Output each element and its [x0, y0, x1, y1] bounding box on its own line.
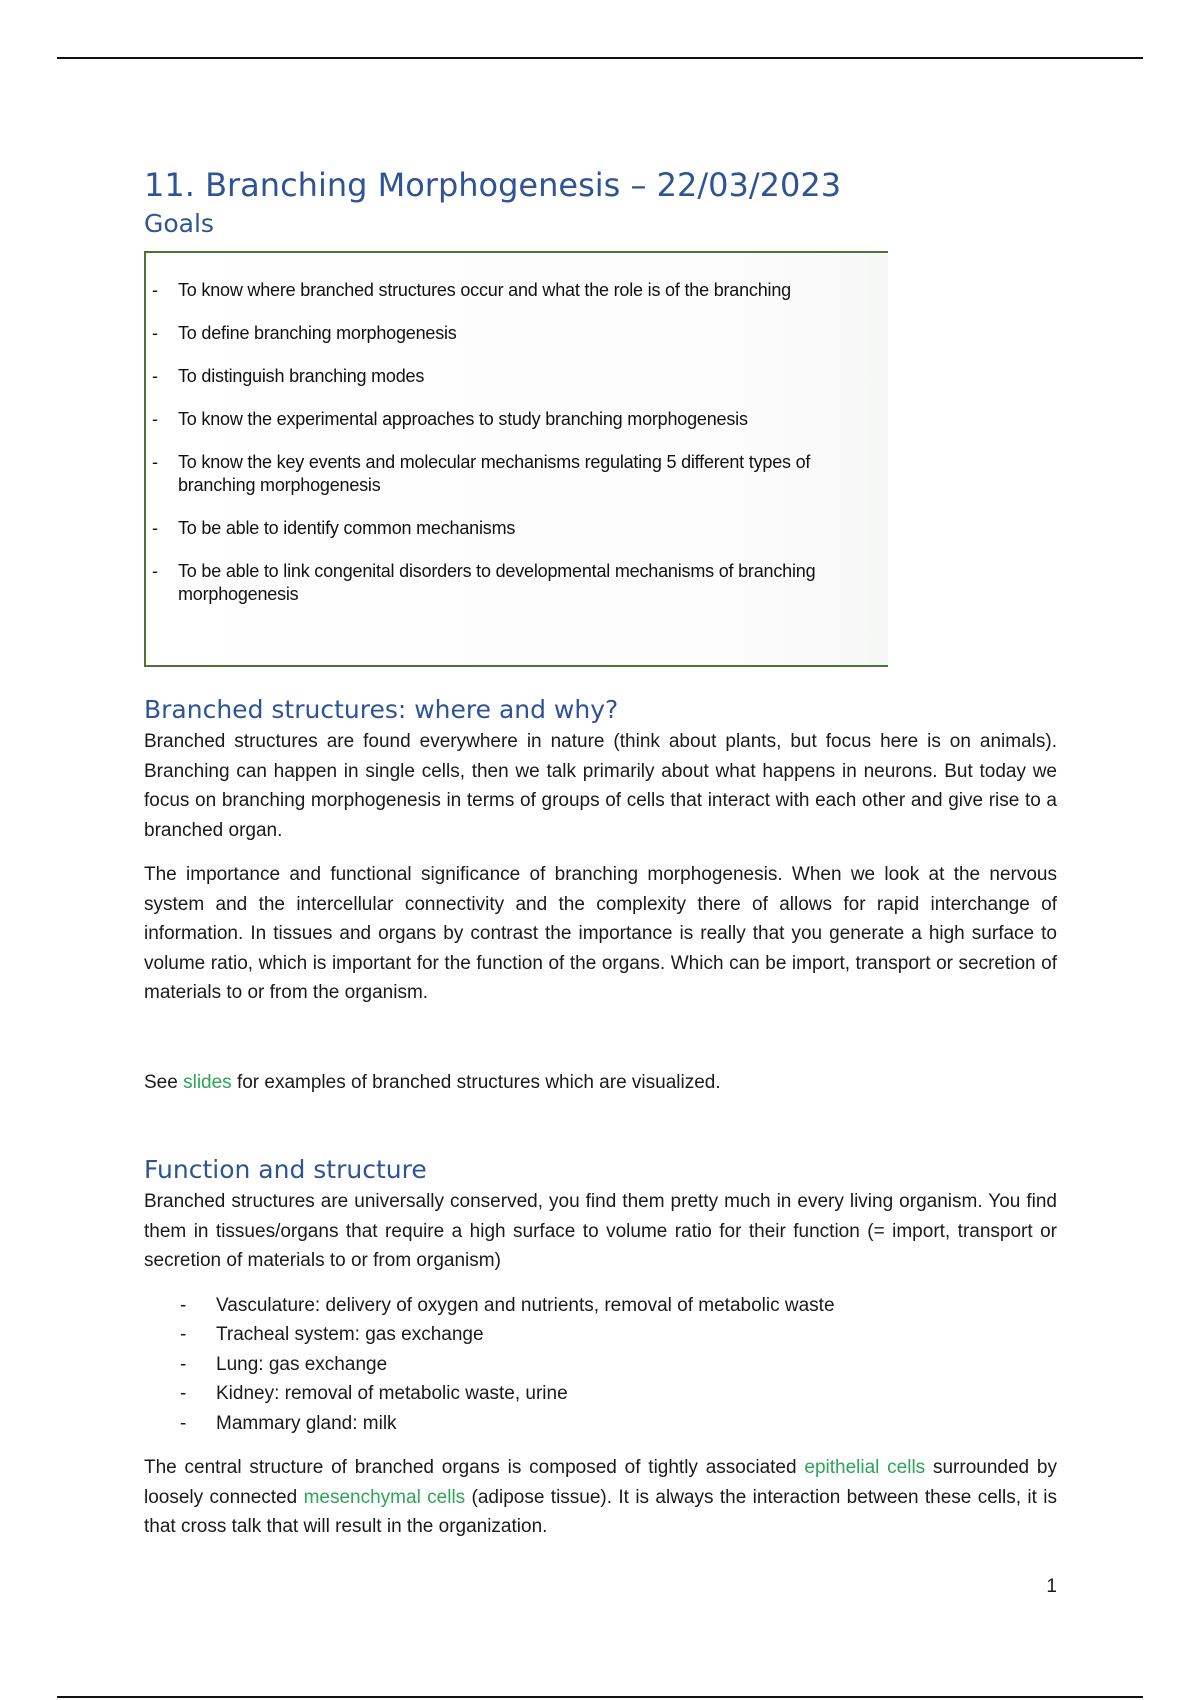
goal-item [152, 451, 868, 497]
dash-bullet: - [152, 366, 158, 386]
page-content [144, 163, 1057, 1542]
goal-item [152, 517, 868, 540]
list-item [180, 1350, 1057, 1380]
page-number: 1 [1046, 1576, 1057, 1597]
dash-bullet: - [180, 1294, 187, 1316]
goals-box [144, 251, 888, 667]
dash-bullet: - [180, 1383, 187, 1404]
goal-item [152, 365, 868, 388]
goal-item [152, 408, 868, 431]
goal-text: To know where branched structures occur and what the role is of the branching [178, 280, 791, 300]
list-item-text: Vasculature: delivery of oxygen and nutrients, removal of metabolic waste [216, 1294, 835, 1316]
text-run: The central structure of branched organs is composed of tightly associated [144, 1457, 805, 1478]
dash-bullet: - [152, 518, 158, 538]
list-item-text: Kidney: removal of metabolic waste, urine [216, 1383, 568, 1404]
goal-text: To be able to link congenital disorders to developmental mechanisms of branching morphogenesis [178, 561, 816, 604]
goal-text: To distinguish branching modes [178, 366, 425, 386]
dash-bullet: - [152, 561, 158, 581]
list-item-text: Tracheal system: gas exchange [216, 1324, 484, 1345]
dash-bullet: - [180, 1353, 187, 1375]
dash-bullet: - [152, 409, 158, 429]
goal-item [152, 560, 868, 606]
text-run: (adipose tissue). It is always the interaction between these cells, it is that cross talk that will result in the organization. [144, 1486, 1057, 1537]
paragraph: Branched structures are universally conserved, you find them pretty much in every living organism. You find them in tissues/organs that require a high surface to volume ratio for their function (= import, transport or secretion of materials to or from organism) [144, 1191, 1057, 1271]
text-run: See [144, 1071, 184, 1093]
slides-reference [144, 1068, 1057, 1098]
dash-bullet: - [180, 1412, 187, 1434]
organ-function-list [144, 1291, 1057, 1439]
goal-text: To be able to identify common mechanisms [178, 518, 516, 538]
goal-item [152, 322, 868, 345]
goal-text: To know the experimental approaches to study branching morphogenesis [178, 409, 748, 429]
list-item-text: Lung: gas exchange [216, 1353, 388, 1375]
list-item [180, 1409, 1057, 1439]
paragraph [144, 1453, 1057, 1542]
section-heading-branched-structures: Branched structures: where and why? [144, 695, 619, 724]
list-item [180, 1320, 1057, 1350]
goal-text: To know the key events and molecular mechanisms regulating 5 different types of branching morphogenesis [178, 452, 811, 495]
epithelial-cells-link[interactable]: epithelial cells [804, 1457, 926, 1478]
goal-text: To define branching morphogenesis [178, 323, 457, 343]
list-item [180, 1379, 1057, 1409]
paragraph: The importance and functional significance of branching morphogenesis. When we look at the nervous system and the intercellular connectivity and the complexity there of allows for rapid interchange of information. In tissues and organs by contrast the importance is really that you generate a high surface to volume ratio, which is important for the function of the organs. Which can be import, transport or secretion of materials to or from the organism. [144, 864, 1057, 1003]
list-item-text: Mammary gland: milk [216, 1412, 397, 1434]
paragraph: Branched structures are found everywhere in nature (think about plants, but focus here is on animals). Branching can happen in single cells, then we talk primarily about what happens in neurons. But today we focus on branching morphogenesis in terms of groups of cells that interact with each other and give rise to a branched organ. [144, 731, 1057, 841]
text-run: surrounded by loosely connected [144, 1457, 1057, 1508]
goal-item [152, 279, 868, 302]
slides-link[interactable]: slides [183, 1071, 232, 1093]
dash-bullet: - [152, 323, 158, 343]
page-title: 11. Branching Morphogenesis – 22/03/2023 [144, 166, 842, 204]
goals-heading: Goals [144, 209, 214, 238]
list-item [180, 1291, 1057, 1321]
footer-rule [57, 1696, 1143, 1698]
dash-bullet: - [152, 280, 158, 300]
dash-bullet: - [180, 1324, 187, 1345]
text-run: for examples of branched structures which are visualized. [231, 1071, 721, 1093]
goals-list [152, 279, 868, 606]
dash-bullet: - [152, 452, 158, 472]
header-rule [57, 57, 1143, 59]
mesenchymal-cells-link[interactable]: mesenchymal cells [303, 1486, 466, 1508]
section-heading-function-structure: Function and structure [144, 1155, 427, 1184]
